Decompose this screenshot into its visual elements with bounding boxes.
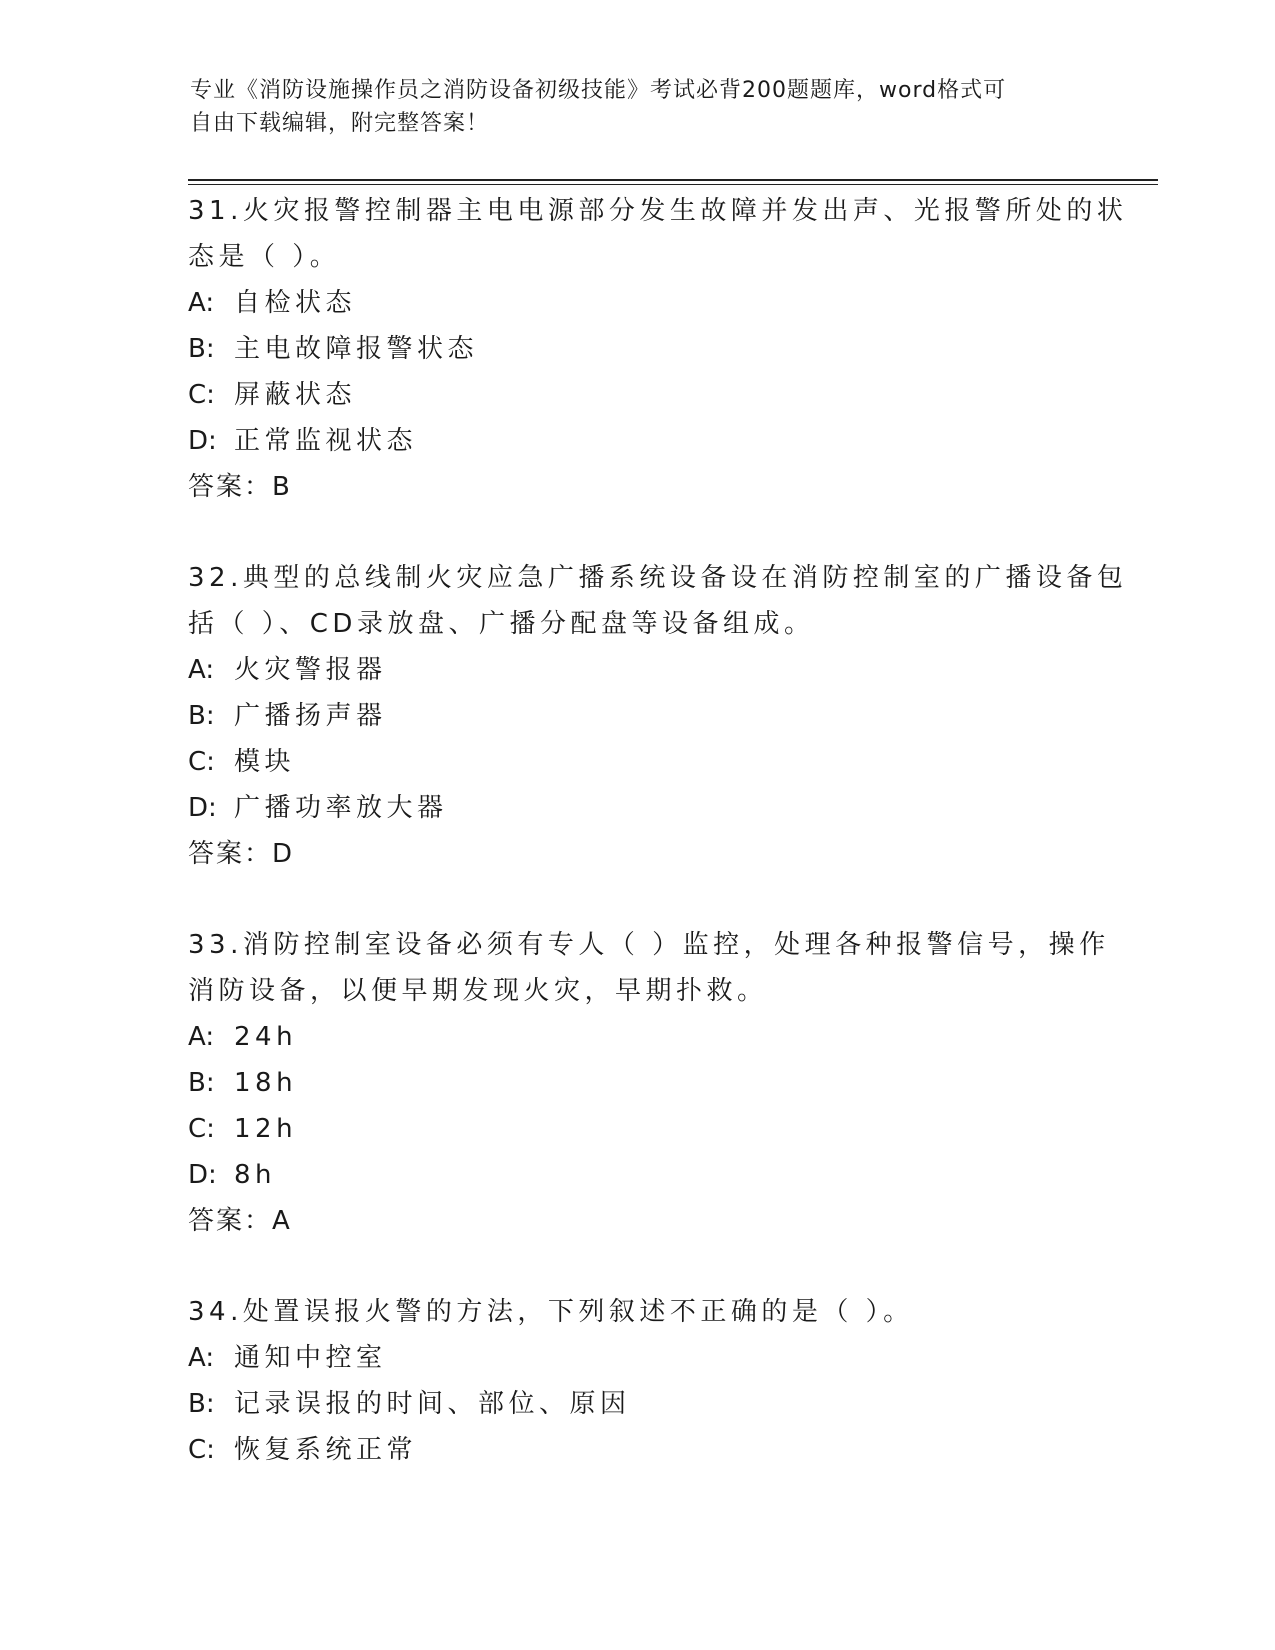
option-text: 8h <box>234 1160 277 1190</box>
option-letter: C: <box>188 1114 215 1144</box>
option-text: 火灾警报器 <box>234 655 387 685</box>
option-letter: C: <box>188 380 215 410</box>
option-text: 自检状态 <box>234 288 357 318</box>
option-text: 广播功率放大器 <box>234 793 448 823</box>
question-31 <box>188 188 1128 510</box>
option-d <box>188 1152 1088 1198</box>
option-a <box>188 1335 1088 1381</box>
option-letter: A: <box>188 288 215 318</box>
option-letter: B: <box>188 1389 215 1419</box>
question-stem-line: 32.典型的总线制火灾应急广播系统设备设在消防控制室的广播设备包 <box>188 563 1128 593</box>
option-letter: B: <box>188 334 215 364</box>
option-letter: B: <box>188 1068 215 1098</box>
document-header <box>190 74 1070 140</box>
question-list <box>188 188 1128 1473</box>
option-text: 正常监视状态 <box>234 426 418 456</box>
question-32 <box>188 555 1128 877</box>
option-text: 通知中控室 <box>234 1343 387 1373</box>
answer-line <box>188 1198 1088 1244</box>
option-c <box>188 739 1088 785</box>
option-d <box>188 418 1088 464</box>
option-letter: A: <box>188 1022 215 1052</box>
question-stem-line: 33.消防控制室设备必须有专人（ ）监控，处理各种报警信号，操作 <box>188 930 1110 960</box>
option-letter: A: <box>188 655 215 685</box>
question-spacer <box>188 877 1088 922</box>
option-text: 恢复系统正常 <box>234 1435 418 1465</box>
question-spacer <box>188 510 1088 555</box>
option-text: 24h <box>234 1022 298 1052</box>
option-text: 主电故障报警状态 <box>234 334 479 364</box>
question-stem-line: 消防设备，以便早期发现火灾，早期扑救。 <box>188 976 768 1006</box>
option-b <box>188 693 1088 739</box>
question-spacer <box>188 1244 1088 1289</box>
option-letter: B: <box>188 701 215 731</box>
answer-label: 答案： <box>188 839 273 869</box>
header-line-2: 自由下载编辑，附完整答案！ <box>190 111 490 136</box>
option-text: 12h <box>234 1114 298 1144</box>
option-letter: A: <box>188 1343 215 1373</box>
option-b <box>188 326 1088 372</box>
answer-label: 答案： <box>188 472 273 502</box>
option-letter: D: <box>188 426 217 456</box>
question-stem-line: 34.处置误报火警的方法，下列叙述不正确的是（ ）。 <box>188 1297 914 1327</box>
option-a <box>188 647 1088 693</box>
option-a <box>188 280 1088 326</box>
answer-value: A <box>272 1206 290 1236</box>
answer-line <box>188 831 1088 877</box>
option-letter: C: <box>188 747 215 777</box>
answer-value: B <box>272 472 290 502</box>
option-text: 屏蔽状态 <box>234 380 357 410</box>
option-letter: D: <box>188 1160 217 1190</box>
option-text: 记录误报的时间、部位、原因 <box>234 1389 631 1419</box>
option-a <box>188 1014 1088 1060</box>
answer-label: 答案： <box>188 1206 273 1236</box>
option-letter: C: <box>188 1435 215 1465</box>
question-stem-line: 态是（ ）。 <box>188 242 341 272</box>
header-line-1: 专业《消防设施操作员之消防设备初级技能》考试必背200题题库，word格式可 <box>190 78 1007 103</box>
option-c <box>188 1427 1088 1473</box>
answer-value: D <box>272 839 293 869</box>
option-text: 模块 <box>234 747 296 777</box>
header-divider-thin <box>188 184 1158 185</box>
question-stem-line: 括（ ）、CD录放盘、广播分配盘等设备组成。 <box>188 609 815 639</box>
option-text: 广播扬声器 <box>234 701 387 731</box>
option-c <box>188 372 1088 418</box>
question-stem-line: 31.火灾报警控制器主电电源部分发生故障并发出声、光报警所处的状 <box>188 196 1128 226</box>
header-divider-thick <box>188 179 1158 181</box>
option-b <box>188 1060 1088 1106</box>
option-c <box>188 1106 1088 1152</box>
question-33 <box>188 922 1110 1244</box>
option-letter: D: <box>188 793 217 823</box>
option-text: 18h <box>234 1068 298 1098</box>
answer-line <box>188 464 1088 510</box>
question-34 <box>188 1289 1088 1473</box>
option-d <box>188 785 1088 831</box>
option-b <box>188 1381 1088 1427</box>
